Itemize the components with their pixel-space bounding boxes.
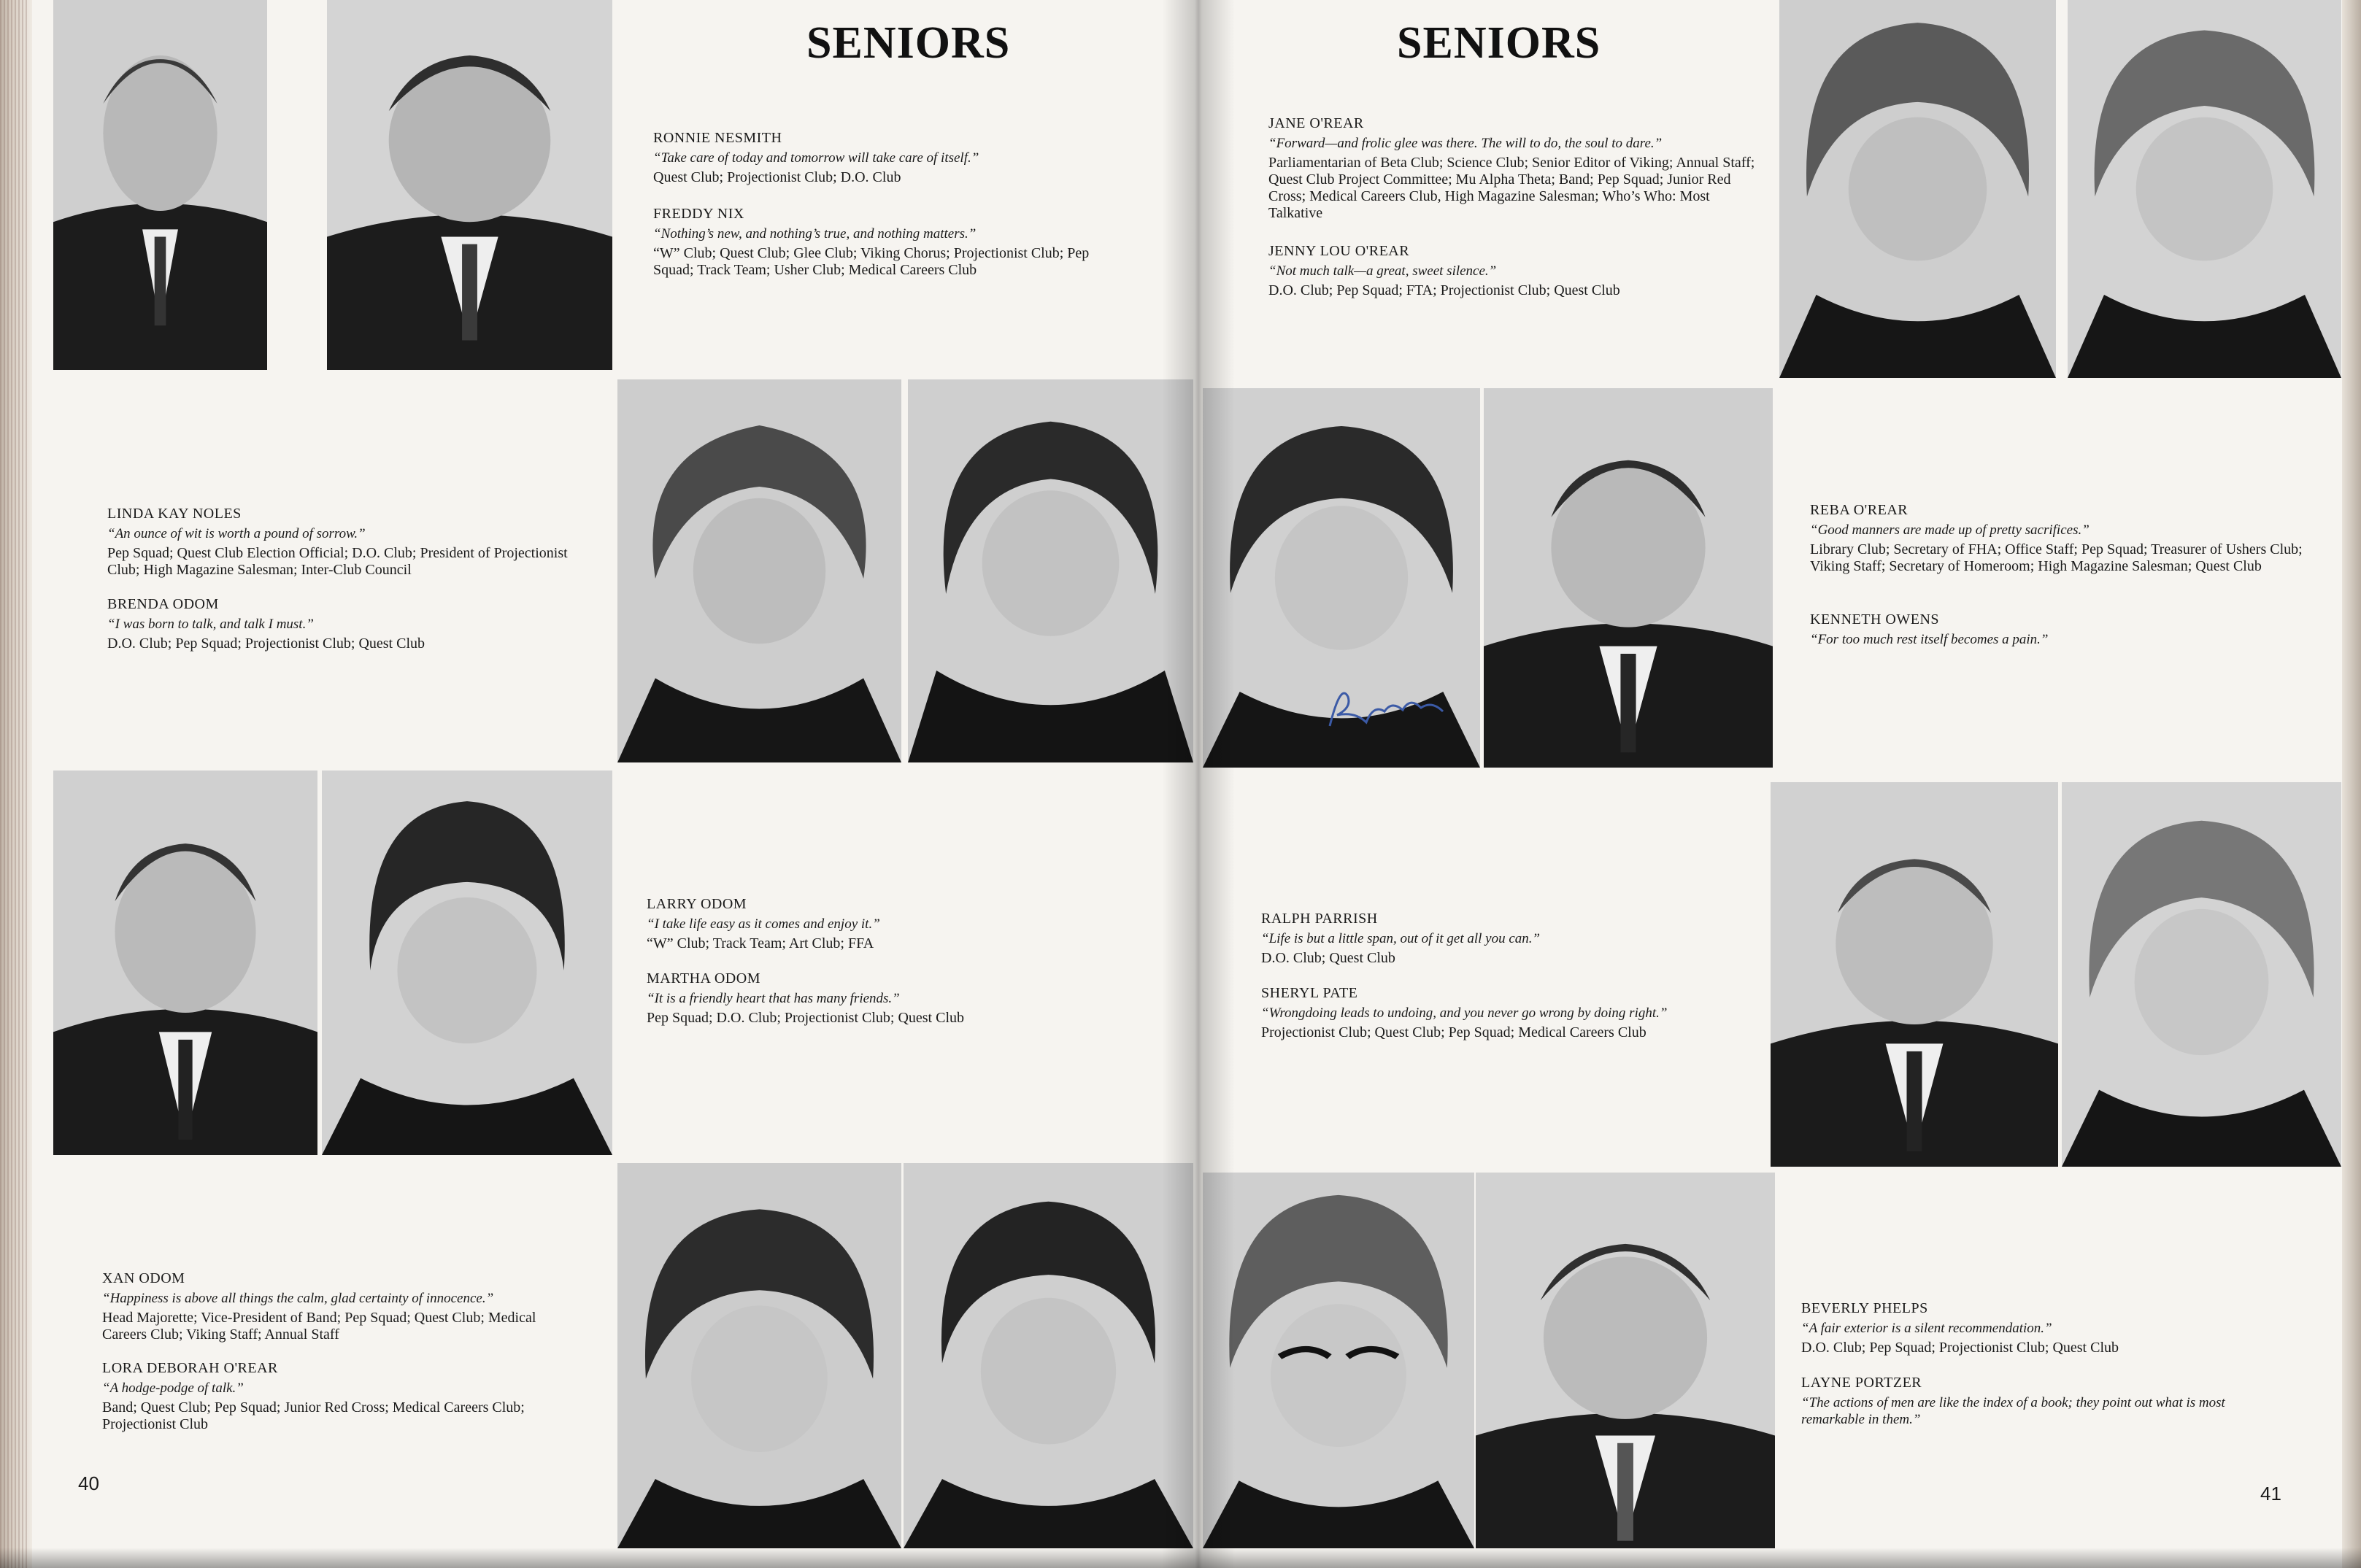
student-name: LORA DEBORAH O'REAR	[102, 1360, 278, 1376]
entry-jenny-lou-orear	[1268, 243, 1765, 312]
student-activities: Projectionist Club; Quest Club; Pep Squad; Medical Careers Club	[1261, 1024, 1646, 1040]
student-name: BEVERLY PHELPS	[1801, 1300, 1928, 1316]
portrait-xan-odom	[617, 1163, 901, 1548]
entry-jane-orear	[1268, 115, 1765, 235]
page-number-left: 40	[78, 1472, 99, 1494]
page-number-right: 41	[2260, 1483, 2281, 1505]
entry-sheryl-pate	[1261, 985, 1772, 1054]
student-quote: “I was born to talk, and talk I must.”	[107, 617, 314, 632]
student-quote: “An ounce of wit is worth a pound of sorrow.”	[107, 526, 366, 541]
student-name: RALPH PARRISH	[1261, 911, 1378, 927]
student-quote: “Forward—and frolic glee was there. The will to do, the soul to dare.”	[1268, 136, 1663, 151]
student-quote: “It is a friendly heart that has many friends.”	[647, 991, 900, 1006]
portrait-ralph-parrish	[1771, 782, 2058, 1167]
bottom-shadow	[0, 1548, 2361, 1568]
student-quote: “Nothing’s new, and nothing’s true, and nothing matters.”	[653, 226, 977, 242]
student-activities: “W” Club; Quest Club; Glee Club; Viking Chorus; Projectionist Club; Pep Squad; Track Team; Usher Club; Medical Careers Club	[653, 245, 1090, 278]
portrait-larry-odom	[53, 771, 317, 1155]
student-name: KENNETH OWENS	[1810, 611, 1940, 627]
student-quote: “A fair exterior is a silent recommendation.”	[1801, 1321, 2052, 1336]
student-quote: “Good manners are made up of pretty sacrifices.”	[1810, 522, 2090, 538]
portrait-freddy-nix	[327, 0, 612, 370]
entry-kenneth-owens	[1810, 611, 2335, 651]
portrait-jane-orear	[1779, 0, 2056, 378]
student-activities: Pep Squad; D.O. Club; Projectionist Club; Quest Club	[647, 1010, 965, 1026]
student-name: SHERYL PATE	[1261, 985, 1358, 1001]
portrait-ronnie-nesmith	[53, 0, 267, 370]
entry-reba-orear	[1810, 502, 2335, 588]
student-quote: “A hodge-podge of talk.”	[102, 1380, 244, 1396]
student-name: LAYNE PORTZER	[1801, 1375, 1922, 1391]
student-quote: “The actions of men are like the index of a book; they point out what is most remarkable in them.”	[1801, 1395, 2225, 1427]
student-activities: Pep Squad; Quest Club Election Official; D.O. Club; President of Projectionist Club; High Magazine Salesman; Inter-Club Council	[107, 545, 568, 578]
right-page	[1198, 0, 2361, 1568]
student-activities: “W” Club; Track Team; Art Club; FFA	[647, 935, 874, 951]
entry-brenda-odom	[107, 596, 582, 665]
student-quote: “Life is but a little span, out of it get all you can.”	[1261, 931, 1541, 946]
student-activities: D.O. Club; Quest Club	[1261, 950, 1395, 966]
student-name: BRENDA ODOM	[107, 596, 219, 612]
portrait-beverly-phelps	[1203, 1173, 1474, 1548]
student-name: JENNY LOU O'REAR	[1268, 243, 1410, 259]
ink-signature	[1315, 668, 1461, 741]
entry-linda-kay-noles	[107, 506, 582, 592]
portrait-brenda-odom	[908, 379, 1193, 762]
student-activities: Library Club; Secretary of FHA; Office Staff; Pep Squad; Treasurer of Ushers Club; Viking Staff; Secretary of Homeroom; High Magazine Salesman; Quest Club	[1810, 541, 2303, 574]
entry-martha-odom	[647, 970, 1158, 1040]
entry-ronnie-nesmith	[653, 130, 1164, 199]
student-activities: Parliamentarian of Beta Club; Science Club; Senior Editor of Viking; Annual Staff; Quest Club Project Committee; Mu Alpha Theta; Band; Pep Squad; Junior Red Cross; Medical Careers Club, High Magazine Salesman; Who’s Who: Most Talkative	[1268, 155, 1755, 221]
student-activities: D.O. Club; Pep Squad; FTA; Projectionist Club; Quest Club	[1268, 282, 1620, 298]
student-activities: D.O. Club; Pep Squad; Projectionist Club; Quest Club	[107, 636, 425, 652]
entry-larry-odom	[647, 896, 1158, 965]
entry-freddy-nix	[653, 206, 1128, 292]
student-name: REBA O'REAR	[1810, 502, 1909, 518]
entry-xan-odom	[102, 1270, 584, 1356]
portrait-martha-odom	[322, 771, 612, 1155]
student-name: LARRY ODOM	[647, 896, 747, 912]
student-quote: “Not much talk—a great, sweet silence.”	[1268, 263, 1497, 279]
student-activities: Band; Quest Club; Pep Squad; Junior Red Cross; Medical Careers Club; Projectionist Club	[102, 1399, 525, 1432]
student-activities: D.O. Club; Pep Squad; Projectionist Club; Quest Club	[1801, 1340, 2119, 1356]
portrait-lora-deborah-orear	[904, 1163, 1193, 1548]
student-activities: Head Majorette; Vice-President of Band; Pep Squad; Quest Club; Medical Careers Club; Viking Staff; Annual Staff	[102, 1310, 536, 1343]
entry-layne-portzer	[1801, 1375, 2290, 1431]
student-name: XAN ODOM	[102, 1270, 185, 1286]
page-title-left: SENIORS	[806, 18, 1011, 68]
page-edge-right	[2342, 0, 2361, 1568]
student-quote: “Wrongdoing leads to undoing, and you never go wrong by doing right.”	[1261, 1005, 1668, 1021]
student-name: RONNIE NESMITH	[653, 130, 782, 146]
student-quote: “I take life easy as it comes and enjoy it.”	[647, 916, 880, 932]
portrait-jenny-lou-orear	[2068, 0, 2341, 378]
student-quote: “Take care of today and tomorrow will take care of itself.”	[653, 150, 979, 166]
student-quote: “Happiness is above all things the calm, glad certainty of innocence.”	[102, 1291, 494, 1306]
student-quote: “For too much rest itself becomes a pain.”	[1810, 632, 2049, 647]
student-name: LINDA KAY NOLES	[107, 506, 242, 522]
page-edge-stripes	[0, 0, 29, 1568]
entry-lora-deborah-orear	[102, 1360, 584, 1446]
portrait-linda-kay-noles	[617, 379, 901, 762]
portrait-layne-portzer	[1476, 1173, 1775, 1548]
student-activities: Quest Club; Projectionist Club; D.O. Club	[653, 169, 901, 185]
student-name: JANE O'REAR	[1268, 115, 1364, 131]
entry-beverly-phelps	[1801, 1300, 2334, 1370]
page-title-right: SENIORS	[1397, 18, 1601, 68]
entry-ralph-parrish	[1261, 911, 1772, 980]
portrait-sheryl-pate	[2062, 782, 2341, 1167]
student-name: MARTHA ODOM	[647, 970, 760, 986]
portrait-kenneth-owens	[1484, 388, 1773, 768]
student-name: FREDDY NIX	[653, 206, 744, 222]
